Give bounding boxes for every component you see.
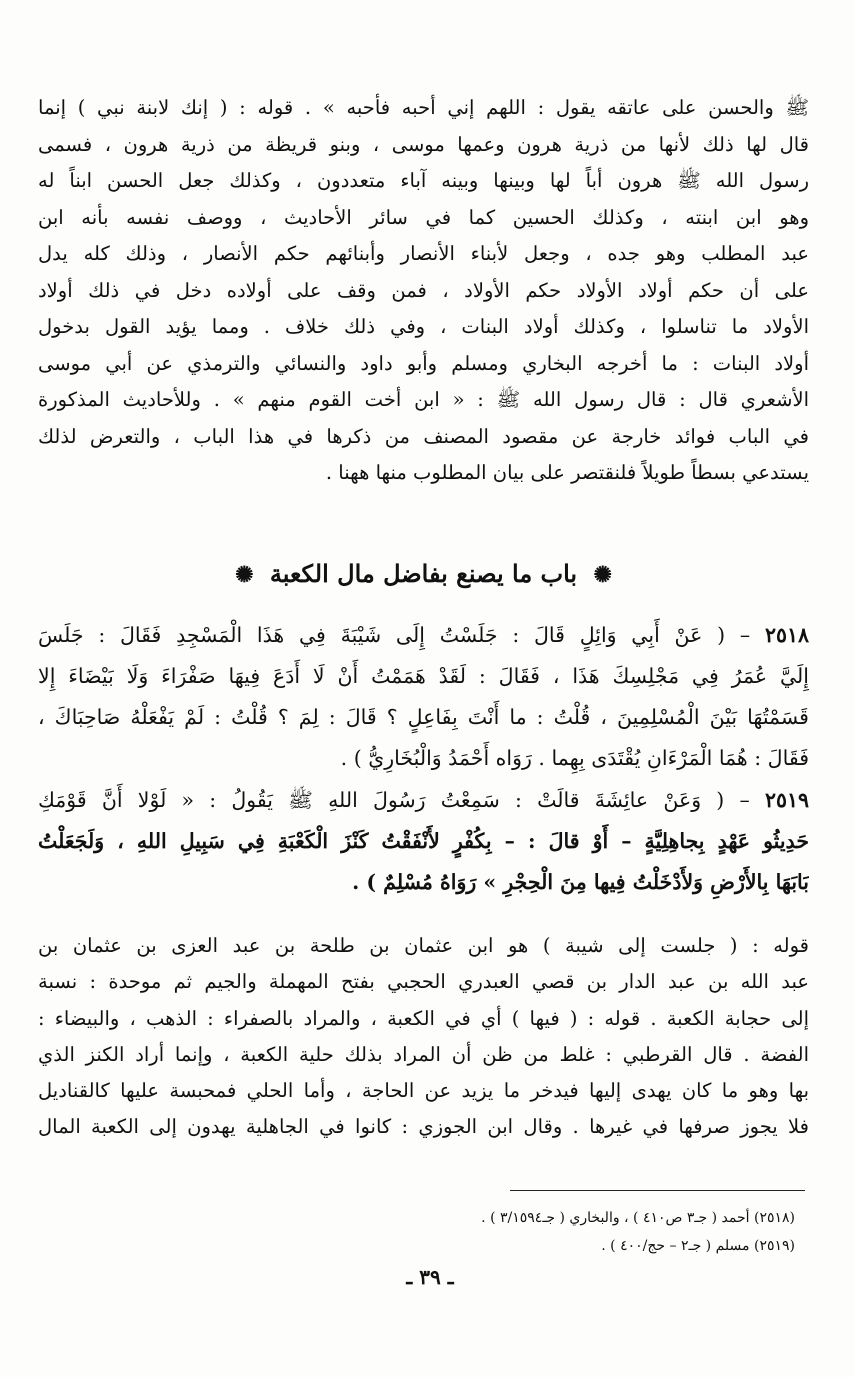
footnote: (٢٥١٨) أحمد ( جـ٣ ص٤١٠ ) ، والبخاري ( جـ٣/١٥٩٤ ) . (481, 1210, 795, 1226)
text-line: بها وهو ما كان يهدى إليها فيدخر ما يزيد عن الحاجة ، وأما الحلي فمحبسة عليها كالقناديل (38, 1079, 809, 1103)
text-line: قَسَمْتُهَا بَيْنَ الْمُسْلِمِينَ ، قُلْتُ : ما أَنْتَ بِفَاعِلٍ ؟ قَالَ : لِمَ ؟ قُلْتُ : لَمْ يَفْعَلْهُ صَاحِبَاكَ ، (38, 705, 809, 729)
page-number: ـ ٣٩ ـ (406, 1265, 454, 1289)
text-line: ﷺ والحسن على عاتقه يقول : اللهم إني أحبه فأحبه » . قوله : ( إنك لابنة نبي ) إنما (38, 96, 809, 119)
text-line (38, 615, 809, 656)
hadith-2518 (38, 615, 809, 779)
chapter-title: باب ما يصنع بفاضل مال الكعبة (269, 559, 578, 588)
hadith-number: ٢٥١٨ (764, 623, 809, 647)
text-line: حَدِيثُو عَهْدٍ بِجاهِلِيَّةٍ – أَوْ قالَ : – بِكُفْرٍ لأَنْفَقْتُ كَنْزَ الْكَعْبَةِ فِي سَبِيلِ اللهِ ، وَلَجَعَلْتُ (38, 829, 809, 853)
hadith-text: – ( وَعَنْ عائِشَةَ قالَتْ : سَمِعْتُ رَسُولَ اللهِ ﷺ يَقُولُ : « لَوْلا أَنَّ قَوْمَكِ (38, 788, 750, 812)
text-line: فَقَالَ : هُمَا الْمَرْءَانِ يُقْتَدَى بِهِما . رَوَاه أَحْمَدُ وَالْبُخَارِيُّ ) . (340, 746, 809, 770)
text-line: بَابَهَا بِالأَرْضِ وَلأَدْخَلْتُ فِيها مِنَ الْحِجْرِ » رَوَاهُ مُسْلِمٌ ) . (352, 870, 809, 894)
text-line: إِلَيَّ عُمَرُ فِي مَجْلِسِكَ هَذَا ، فَقَالَ : لَقَدْ هَمَمْتُ أَنْ لَا أَدَعَ فِيهَا صَفْرَاءَ وَلَا بَيْضَاءَ إِلا (38, 664, 809, 688)
text-line: وهو ابن ابنته ، وكذلك الحسين كما في سائر الأحاديث ، ووصف نفسه بأنه ابن (38, 205, 809, 229)
text-line: في الباب فوائد خارجة عن مقصود المصنف من ذكرها في هذا الباب ، والتعرض لذلك (38, 424, 809, 448)
star-ornament-icon: ✺ (593, 562, 612, 588)
footnote: (٢٥١٩) مسلم ( جـ٢ – حج/٤٠٠ ) . (601, 1238, 795, 1254)
star-ornament-icon: ✺ (235, 562, 254, 588)
text-line: الفضة . قال القرطبي : غلط من ظن أن المراد بذلك حلية الكعبة ، وإنما أراد الكنز الذي (38, 1042, 809, 1066)
hadith-text: – ( عَنْ أَبِي وَائِلٍ قَالَ : جَلَسْتُ إِلَى شَيْبَةَ فِي هَذَا الْمَسْجِدِ فَقَالَ : جَلَسَ (38, 623, 751, 647)
text-line: يستدعي بسطاً طويلاً فلنقتصر على بيان المطلوب منها ههنا . (325, 461, 809, 484)
text-line: الأشعري قال : قال رسول الله ﷺ : « ابن أخت القوم منهم » . وللأحاديث المذكورة (38, 388, 809, 411)
text-line: فلا يجوز صرفها في غيرها . وقال ابن الجوزي : كانوا في الجاهلية يهدون إلى الكعبة المال (38, 1115, 809, 1139)
text-line: رسول الله ﷺ هرون أباً لها وبينها وبينه آباء متعددون ، وكذلك جعل الحسن ابناً له (38, 169, 809, 192)
commentary-bottom (38, 928, 809, 1146)
chapter-heading (38, 548, 809, 600)
text-line: إلى حجابة الكعبة . قوله : ( فيها ) أي في الكعبة ، والمراد بالصفراء : الذهب ، والبيضاء : (38, 1006, 809, 1030)
text-line: عبد الله بن عبد الدار بن قصي العبدري الحجبي بفتح المهملة والجيم ثم موحدة : نسبة (38, 970, 809, 994)
text-line (38, 780, 809, 821)
text-line: قوله : ( جلست إلى شيبة ) هو ابن عثمان بن طلحة بن عبد العزى بن عثمان بن (38, 934, 809, 957)
text-line: الأولاد ما تناسلوا ، وكذلك أولاد البنات ، وفي ذلك خلاف . ومما يؤيد القول بدخول (38, 315, 809, 338)
text-line: قال لها ذلك لأنها من ذرية هرون وعمها موسى ، وبنو قريظة من ذرية هرون ، فسمى (38, 132, 809, 156)
commentary-top (38, 90, 809, 492)
hadith-2519 (38, 780, 809, 903)
text-line: على أن حكم أولاد الأولاد حكم الأولاد ، فمن وقف على أولاده دخل في ذلك أولاد (38, 278, 809, 302)
text-line: عبد المطلب وهو جده ، وجعل لأبناء الأنصار وأبنائهم حكم الأنصار ، وذلك كله يدل (38, 242, 809, 265)
hadith-number: ٢٥١٩ (764, 788, 809, 812)
text-line: أولاد البنات : ما أخرجه البخاري ومسلم وأبو داود والنسائي والترمذي عن أبي موسى (38, 351, 809, 375)
footnote-divider (510, 1190, 805, 1191)
